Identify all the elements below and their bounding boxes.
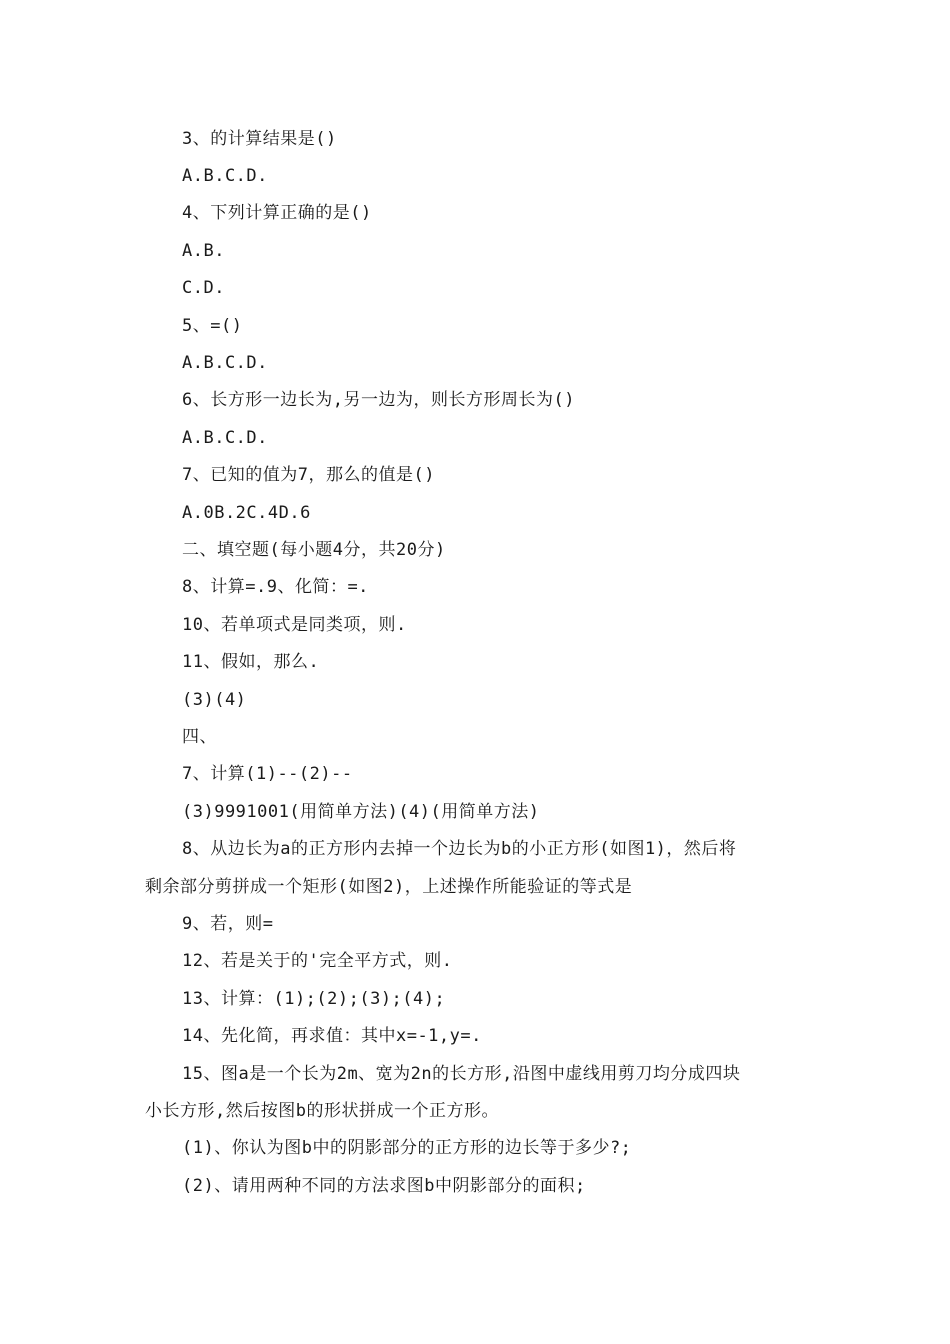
question-3-options: A.B.C.D.: [182, 166, 268, 186]
question-7: 7、已知的值为7，那么的值是(): [182, 465, 435, 485]
question-15-part-1: (1)、你认为图b中的阴影部分的正方形的边长等于多少?;: [182, 1138, 632, 1158]
subparts-3-4: (3)(4): [182, 690, 247, 710]
question-15: 15、图a是一个长为2m、宽为2n的长方形,沿图中虚线用剪刀均分成四块: [182, 1064, 741, 1084]
question-10: 10、若单项式是同类项，则.: [182, 615, 407, 635]
question-4-options-cd: C.D.: [182, 278, 225, 298]
question-8-square: 8、从边长为a的正方形内去掉一个边长为b的小正方形(如图1)，然后将: [182, 839, 737, 859]
section-fill-in-heading: 二、填空题(每小题4分，共20分): [182, 540, 446, 560]
question-4: 4、下列计算正确的是(): [182, 203, 372, 223]
question-9: 9、若，则=: [182, 914, 274, 934]
question-5: 5、=(): [182, 316, 243, 336]
question-15-continued: 小长方形,然后按图b的形状拼成一个正方形。: [145, 1101, 499, 1121]
question-15-part-2: (2)、请用两种不同的方法求图b中阴影部分的面积;: [182, 1176, 586, 1196]
question-8-square-continued: 剩余部分剪拼成一个矩形(如图2)，上述操作所能验证的等式是: [145, 877, 633, 897]
question-3: 3、的计算结果是(): [182, 129, 337, 149]
question-8-9: 8、计算=.9、化简：=.: [182, 577, 369, 597]
question-4-options-ab: A.B.: [182, 241, 225, 261]
question-5-options: A.B.C.D.: [182, 353, 268, 373]
question-7-options: A.0B.2C.4D.6: [182, 503, 311, 523]
question-12: 12、若是关于的'完全平方式，则.: [182, 951, 453, 971]
question-6-options: A.B.C.D.: [182, 428, 268, 448]
section-four-heading: 四、: [182, 727, 217, 747]
compute-question-7: 7、计算(1)--(2)--: [182, 764, 353, 784]
question-14: 14、先化简，再求值：其中x=-1,y=.: [182, 1026, 482, 1046]
question-6: 6、长方形一边长为,另一边为，则长方形周长为(): [182, 390, 575, 410]
question-11: 11、假如，那么.: [182, 652, 320, 672]
compute-question-7-parts: (3)9991001(用简单方法)(4)(用简单方法): [182, 802, 540, 822]
question-13: 13、计算：(1);(2);(3);(4);: [182, 989, 446, 1009]
